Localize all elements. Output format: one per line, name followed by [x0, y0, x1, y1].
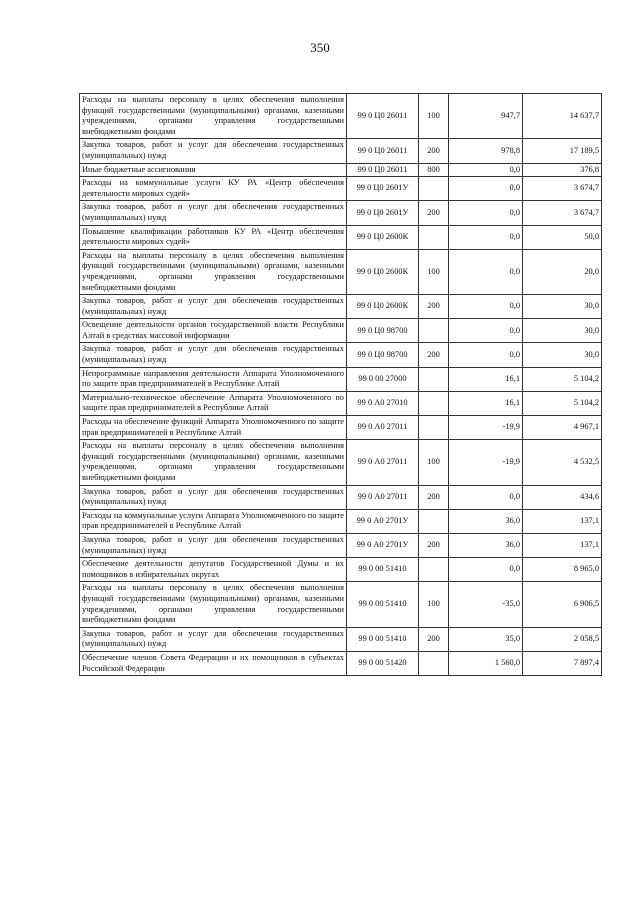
row-amount-change: 0,0	[449, 319, 523, 343]
row-amount-change: 0,0	[449, 343, 523, 367]
row-code: 99 0 Ц0 2600К	[347, 249, 419, 294]
row-amount-total: 14 637,7	[523, 94, 602, 139]
row-code: 99 0 Ц0 2600К	[347, 295, 419, 319]
row-code: 99 0 Ц0 2600К	[347, 225, 419, 249]
row-code: 99 0 00 27000	[347, 367, 419, 391]
table-row	[80, 582, 602, 627]
row-amount-total: 30,0	[523, 343, 602, 367]
row-name: Повышение квалификации работников КУ РА «Центр обеспечения деятельности мировых судей»	[80, 225, 347, 249]
budget-table	[79, 93, 602, 676]
row-name: Расходы на обеспечение функций Аппарата Уполномоченного по защите прав предпринимателей в Республике Алтай	[80, 416, 347, 440]
row-code: 99 0 Ц0 2601У	[347, 201, 419, 225]
table-row	[80, 651, 602, 675]
row-code: 99 0 Ц0 2601У	[347, 177, 419, 201]
row-expense-type: 200	[419, 533, 449, 557]
row-amount-change: 947,7	[449, 94, 523, 139]
row-amount-change: 16,1	[449, 367, 523, 391]
row-code: 99 0 00 51410	[347, 627, 419, 651]
row-code: 99 0 00 51410	[347, 582, 419, 627]
row-amount-change: 36,0	[449, 533, 523, 557]
row-amount-total: 8 965,0	[523, 558, 602, 582]
row-amount-total: 20,0	[523, 249, 602, 294]
row-code: 99 0 Ц0 98700	[347, 343, 419, 367]
row-amount-total: 2 058,5	[523, 627, 602, 651]
table-row	[80, 225, 602, 249]
table-row	[80, 177, 602, 201]
row-code: 99 0 Ц0 26011	[347, 94, 419, 139]
budget-table-body	[80, 94, 602, 676]
row-name: Закупка товаров, работ и услуг для обеспечения государственных (муниципальных) нужд	[80, 485, 347, 509]
row-expense-type	[419, 319, 449, 343]
row-amount-total: 30,0	[523, 295, 602, 319]
row-name: Расходы на выплаты персоналу в целях обеспечения выполнения функций государственными (муниципальными) органами, казенными учреждениями, органами управления государственными внебюджетными фондами	[80, 94, 347, 139]
row-amount-total: 3 674,7	[523, 201, 602, 225]
row-amount-change: 0,0	[449, 249, 523, 294]
row-name: Непрограммные направления деятельности Аппарата Уполномоченного по защите прав предпринимателей в Республике Алтай	[80, 367, 347, 391]
row-expense-type: 200	[419, 139, 449, 163]
row-name: Закупка товаров, работ и услуг для обеспечения государственных (муниципальных) нужд	[80, 295, 347, 319]
row-name: Расходы на выплаты персоналу в целях обеспечения выполнения функций государственными (муниципальными) органами, казенными учреждениями, органами управления государственными внебюджетными фондами	[80, 440, 347, 485]
row-name: Закупка товаров, работ и услуг для обеспечения государственных (муниципальных) нужд	[80, 533, 347, 557]
table-row	[80, 558, 602, 582]
row-amount-total: 6 906,5	[523, 582, 602, 627]
table-row	[80, 627, 602, 651]
row-code: 99 0 Ц0 26011	[347, 163, 419, 177]
table-row	[80, 416, 602, 440]
row-amount-total: 376,8	[523, 163, 602, 177]
row-name: Расходы на выплаты персоналу в целях обеспечения выполнения функций государственными (муниципальными) органами, казенными учреждениями, органами управления государственными внебюджетными фондами	[80, 582, 347, 627]
row-amount-total: 137,1	[523, 533, 602, 557]
row-code: 99 0 А0 2701У	[347, 509, 419, 533]
row-expense-type: 100	[419, 249, 449, 294]
row-expense-type: 200	[419, 485, 449, 509]
table-row	[80, 367, 602, 391]
row-amount-change: 0,0	[449, 558, 523, 582]
row-amount-total: 3 674,7	[523, 177, 602, 201]
row-expense-type	[419, 416, 449, 440]
row-amount-change: 36,0	[449, 509, 523, 533]
row-name: Обеспечение деятельности депутатов Государственной Думы и их помощников в избирательных округах	[80, 558, 347, 582]
row-expense-type: 200	[419, 295, 449, 319]
row-name: Закупка товаров, работ и услуг для обеспечения государственных (муниципальных) нужд	[80, 201, 347, 225]
row-amount-change: 0,0	[449, 225, 523, 249]
row-name: Освещение деятельности органов государственной власти Республики Алтай в средствах массовой информации	[80, 319, 347, 343]
page-number: 350	[310, 40, 330, 55]
table-row	[80, 343, 602, 367]
row-name: Закупка товаров, работ и услуг для обеспечения государственных (муниципальных) нужд	[80, 139, 347, 163]
row-expense-type: 200	[419, 201, 449, 225]
row-amount-change: 35,0	[449, 627, 523, 651]
row-code: 99 0 00 51410	[347, 558, 419, 582]
row-code: 99 0 Ц0 26011	[347, 139, 419, 163]
row-expense-type	[419, 367, 449, 391]
row-name: Расходы на коммунальные услуги Аппарата Уполномоченного по защите прав предпринимателей в Республике Алтай	[80, 509, 347, 533]
row-code: 99 0 А0 27011	[347, 416, 419, 440]
row-expense-type	[419, 225, 449, 249]
row-expense-type: 800	[419, 163, 449, 177]
row-amount-total: 30,0	[523, 319, 602, 343]
row-expense-type: 100	[419, 94, 449, 139]
row-code: 99 0 00 51420	[347, 651, 419, 675]
row-amount-change: 0,0	[449, 485, 523, 509]
row-name: Расходы на выплаты персоналу в целях обеспечения выполнения функций государственными (муниципальными) органами, казенными учреждениями, органами управления государственными внебюджетными фондами	[80, 249, 347, 294]
row-expense-type	[419, 509, 449, 533]
row-code: 99 0 А0 27011	[347, 440, 419, 485]
table-row	[80, 139, 602, 163]
table-row	[80, 391, 602, 415]
row-amount-total: 4 532,5	[523, 440, 602, 485]
row-amount-change: 16,1	[449, 391, 523, 415]
row-code: 99 0 Ц0 98700	[347, 319, 419, 343]
row-amount-total: 137,1	[523, 509, 602, 533]
table-row	[80, 295, 602, 319]
row-amount-change: -19,9	[449, 416, 523, 440]
row-code: 99 0 А0 27010	[347, 391, 419, 415]
table-row	[80, 249, 602, 294]
table-row	[80, 163, 602, 177]
row-amount-change: -35,0	[449, 582, 523, 627]
table-row	[80, 201, 602, 225]
row-name: Расходы на коммунальные услуги КУ РА «Центр обеспечения деятельности мировых судей»	[80, 177, 347, 201]
table-row	[80, 319, 602, 343]
row-expense-type	[419, 558, 449, 582]
row-amount-change: 1 560,0	[449, 651, 523, 675]
row-amount-change: 0,0	[449, 201, 523, 225]
row-amount-change: 0,0	[449, 295, 523, 319]
table-row	[80, 533, 602, 557]
row-expense-type	[419, 177, 449, 201]
row-name: Обеспечение членов Совета Федерации и их помощников в субъектах Российской Федерации	[80, 651, 347, 675]
row-amount-total: 5 104,2	[523, 367, 602, 391]
table-row	[80, 440, 602, 485]
row-name: Материально-техническое обеспечение Аппарата Уполномоченного по защите прав предпринимателей в Республике Алтай	[80, 391, 347, 415]
row-amount-total: 17 189,5	[523, 139, 602, 163]
row-amount-change: 0,0	[449, 163, 523, 177]
row-amount-total: 5 104,2	[523, 391, 602, 415]
row-amount-change: 978,8	[449, 139, 523, 163]
row-expense-type: 100	[419, 440, 449, 485]
row-name: Закупка товаров, работ и услуг для обеспечения государственных (муниципальных) нужд	[80, 343, 347, 367]
row-code: 99 0 А0 27011	[347, 485, 419, 509]
row-expense-type: 200	[419, 343, 449, 367]
row-expense-type	[419, 651, 449, 675]
row-code: 99 0 А0 2701У	[347, 533, 419, 557]
row-amount-total: 50,0	[523, 225, 602, 249]
table-row	[80, 485, 602, 509]
row-expense-type	[419, 391, 449, 415]
row-amount-total: 7 897,4	[523, 651, 602, 675]
row-amount-change: 0,0	[449, 177, 523, 201]
row-name: Закупка товаров, работ и услуг для обеспечения государственных (муниципальных) нужд	[80, 627, 347, 651]
row-amount-total: 4 967,1	[523, 416, 602, 440]
row-expense-type: 100	[419, 582, 449, 627]
row-name: Иные бюджетные ассигнования	[80, 163, 347, 177]
row-expense-type: 200	[419, 627, 449, 651]
row-amount-change: -19,9	[449, 440, 523, 485]
row-amount-total: 434,6	[523, 485, 602, 509]
table-row	[80, 509, 602, 533]
table-row	[80, 94, 602, 139]
